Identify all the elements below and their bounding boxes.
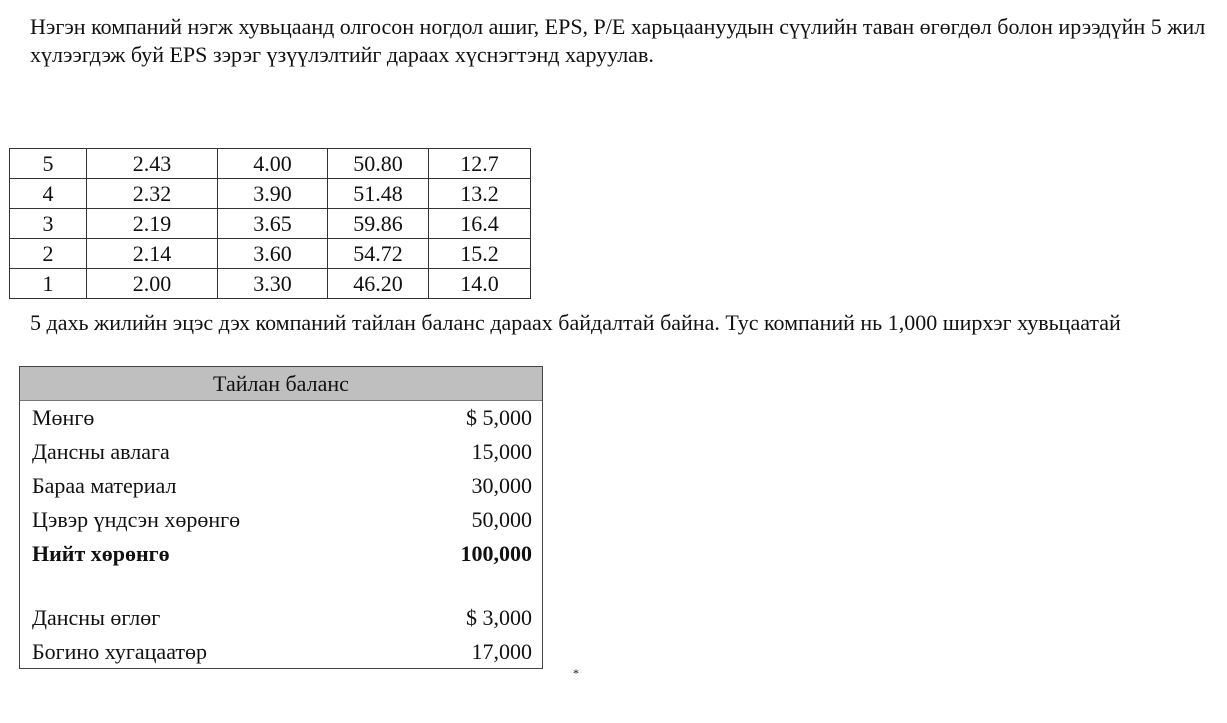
row-label: Богино хугацаатөр — [32, 639, 208, 664]
row-value: 30,000 — [471, 473, 532, 498]
row-label: Бараа материал — [32, 473, 177, 498]
eps-cell: 3.90 — [218, 179, 328, 209]
eps-cell: 3.30 — [218, 269, 328, 299]
table-row — [10, 149, 531, 179]
intro-paragraph: Нэгэн компаний нэгж хувьцаанд олгосон ногдол ашиг, EPS, P/E харьцаануудын сүүлийн таван өгөгдөл болон ирээдүйн 5 жил хүлээгдэж буй EPS зэрэг үзүүлэлтийг дараах хүснэгтэнд харуулав. — [30, 14, 1206, 67]
year-cell: 5 — [10, 149, 87, 179]
balance-row-receivables — [20, 435, 542, 469]
dividend-cell: 2.32 — [87, 179, 218, 209]
row-label: Цэвэр үндсэн хөрөнгө — [32, 507, 241, 532]
price-cell: 50.80 — [328, 149, 429, 179]
balance-row-inventory — [20, 469, 542, 503]
year-cell: 1 — [10, 269, 87, 299]
row-label: Мөнгө — [32, 405, 95, 430]
eps-cell: 3.60 — [218, 239, 328, 269]
year-cell: 4 — [10, 179, 87, 209]
year-cell: 3 — [10, 209, 87, 239]
row-value: 50,000 — [471, 507, 532, 532]
pe-cell: 16.4 — [429, 209, 531, 239]
row-label: Дансны өглөг — [32, 605, 161, 630]
row-value: 17,000 — [471, 639, 532, 664]
balance-row-payables — [20, 601, 542, 635]
balance-row-total-assets — [20, 537, 542, 571]
row-label: Нийт хөрөнгө — [32, 541, 170, 566]
pe-cell: 13.2 — [429, 179, 531, 209]
pe-cell: 15.2 — [429, 239, 531, 269]
table-row — [10, 179, 531, 209]
row-value: 100,000 — [460, 541, 532, 566]
year-cell: 2 — [10, 239, 87, 269]
dividend-cell: 2.14 — [87, 239, 218, 269]
balance-row-cash — [20, 401, 542, 435]
price-cell: 51.48 — [328, 179, 429, 209]
table-row — [10, 269, 531, 299]
dividend-cell: 2.19 — [87, 209, 218, 239]
balance-sheet-title: Тайлан баланс — [20, 367, 542, 401]
row-value: $ 3,000 — [466, 605, 532, 630]
row-value: 15,000 — [471, 439, 532, 464]
stray-mark: * — [573, 666, 579, 680]
price-cell: 54.72 — [328, 239, 429, 269]
pe-cell: 14.0 — [429, 269, 531, 299]
eps-history-table — [9, 148, 531, 299]
table-row — [10, 209, 531, 239]
table-row — [10, 239, 531, 269]
balance-spacer — [20, 571, 542, 601]
eps-cell: 4.00 — [218, 149, 328, 179]
dividend-cell: 2.00 — [87, 269, 218, 299]
balance-row-short-term-debt — [20, 635, 542, 669]
balance-row-fixed-assets — [20, 503, 542, 537]
row-label: Дансны авлага — [32, 439, 170, 464]
pe-cell: 12.7 — [429, 149, 531, 179]
balance-sheet — [19, 366, 543, 669]
eps-cell: 3.65 — [218, 209, 328, 239]
row-value: $ 5,000 — [466, 405, 532, 430]
balance-intro-paragraph: 5 дахь жилийн эцэс дэх компаний тайлан баланс дараах байдалтай байна. Тус компаний нь 1,000 ширхэг хувьцаатай — [30, 310, 1121, 335]
dividend-cell: 2.43 — [87, 149, 218, 179]
price-cell: 59.86 — [328, 209, 429, 239]
price-cell: 46.20 — [328, 269, 429, 299]
